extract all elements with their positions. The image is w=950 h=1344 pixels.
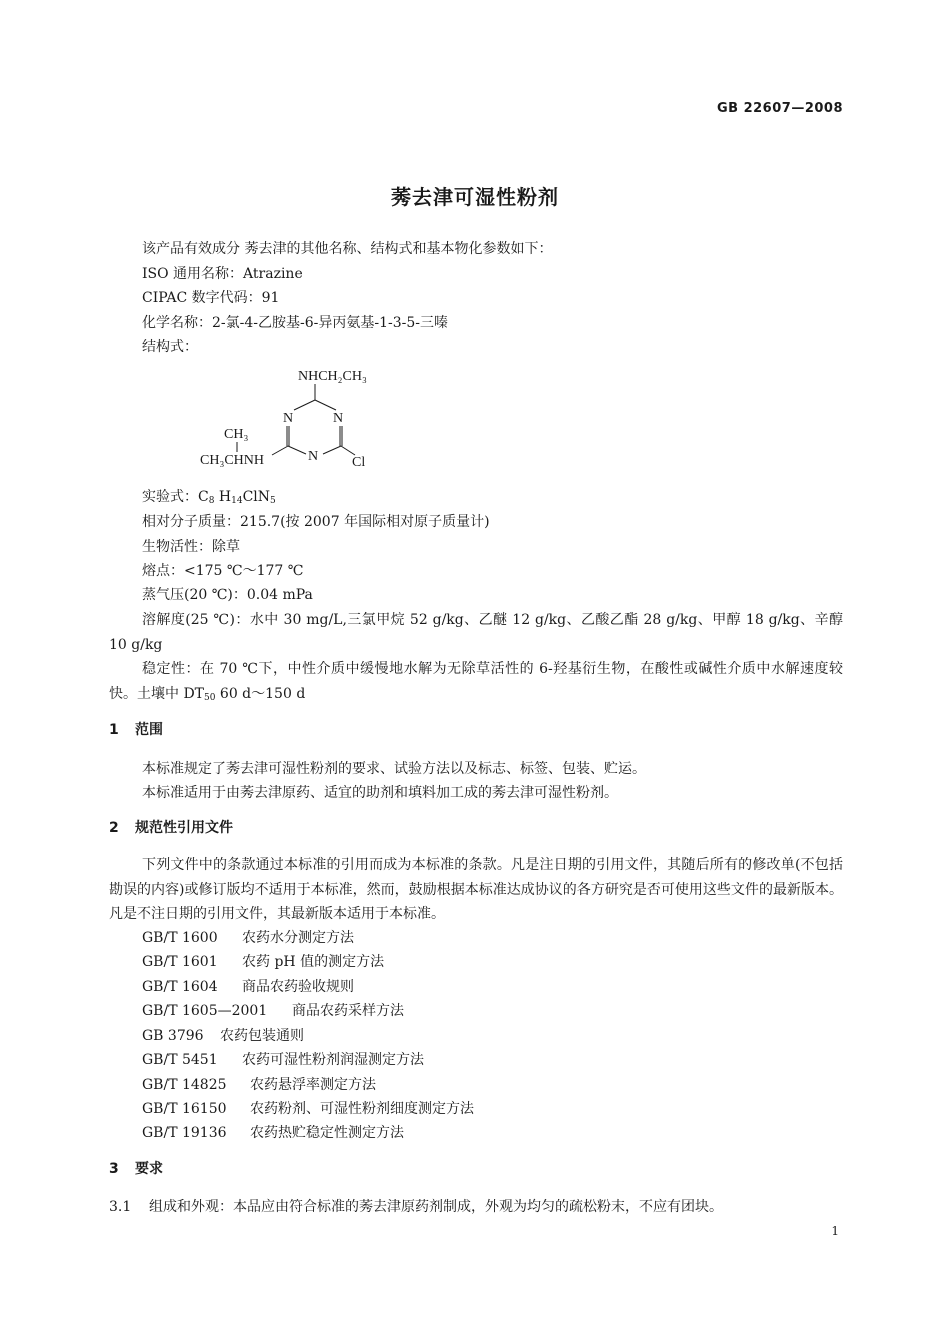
reference-item: GB/T 19136 农药热贮稳定性测定方法 [142, 1125, 404, 1141]
scope-line-2: 本标准适用于由莠去津原药、适宜的助剂和填料加工成的莠去津可湿性粉剂。 [142, 785, 618, 801]
empirical-formula: 实验式：$C_8$ $H_{14}ClN_5$ [142, 489, 276, 506]
reference-item: GB/T 1604 商品农药验收规则 [142, 979, 354, 995]
chlorine-atom: Cl [352, 455, 366, 470]
reference-item: GB/T 16150 农药粉剂、可湿性粉剂细度测定方法 [142, 1101, 474, 1117]
iso-common-name: ISO 通用名称：Atrazine [142, 266, 303, 282]
cipac-code: CIPAC 数字代码：91 [142, 290, 280, 306]
section-2-heading: 2 规范性引用文件 [109, 820, 233, 836]
requirement-3-1: 3.1 组成和外观：本品应由符合标准的莠去津原药剂制成，外观为均匀的疏松粉末，不应有团块。 [109, 1199, 723, 1215]
reference-item: GB/T 14825 农药悬浮率测定方法 [142, 1077, 376, 1093]
document-title: 莠去津可湿性粉剂 [391, 185, 559, 209]
left-amine-group: CH₃CHNH [200, 453, 264, 468]
reference-item: GB/T 1605—2001 商品农药采样方法 [142, 1003, 404, 1019]
stability: 稳定性：在 70 ℃下，中性介质中缓慢地水解为无除草活性的 6-羟基衍生物，在酸性或碱性介质中水解速度较快。土壤中 $DT_{50}$ 60 d～150 d [109, 661, 843, 703]
bioactivity: 生物活性：除草 [142, 539, 240, 555]
section-3-heading: 3 要求 [109, 1161, 163, 1177]
reference-item: GB 3796 农药包装通则 [142, 1028, 304, 1044]
melting-point: 熔点：<175 ℃～177 ℃ [142, 563, 304, 579]
section-1-heading: 1 范围 [109, 722, 163, 738]
reference-item: GB/T 1601 农药 pH 值的测定方法 [142, 954, 385, 970]
top-amine-group: NHCH₂CH₃ [298, 369, 367, 384]
ring-nitrogen-right: N [333, 411, 344, 426]
standard-number: GB 22607—2008 [716, 101, 843, 116]
vapor-pressure: 蒸气压(20 ℃)：0.04 mPa [142, 587, 313, 603]
chemical-name: 化学名称：2-氯-4-乙胺基-6-异丙氨基-1-3-5-三嗪 [142, 315, 449, 331]
scope-line-1: 本标准规定了莠去津可湿性粉剂的要求、试验方法以及标志、标签、包装、贮运。 [142, 761, 646, 777]
page-number: 1 [831, 1224, 839, 1238]
ring-nitrogen-bottom: N [308, 449, 319, 464]
methyl-group: CH₃ [224, 427, 249, 442]
molar-mass: 相对分子质量：215.7(按 2007 年国际相对原子质量计) [142, 514, 490, 530]
ring-nitrogen-left: N [283, 411, 294, 426]
intro-lead: 该产品有效成分 莠去津的其他名称、结构式和基本物化参数如下： [142, 241, 553, 257]
references-intro: 下列文件中的条款通过本标准的引用而成为本标准的条款。凡是注日期的引用文件，其随后所有的修改单(不包括勘误的内容)或修订版均不适用于本标准，然而，鼓励根据本标准达成协议的各方研究是否可使用这些文件的最新版本。凡是不注日期的引用文件，其最新版本适用于本标准。 [109, 857, 843, 922]
reference-item: GB/T 5451 农药可湿性粉剂润湿测定方法 [142, 1052, 424, 1068]
solubility: 溶解度(25 ℃)：水中 30 mg/L,三氯甲烷 52 g/kg、乙醚 12 g/kg、乙酸乙酯 28 g/kg、甲醇 18 g/kg、辛醇 10 g/kg [109, 612, 843, 653]
reference-item: GB/T 1600 农药水分测定方法 [142, 930, 354, 946]
structural-formula-diagram [190, 360, 390, 475]
structure-label: 结构式： [142, 339, 198, 355]
